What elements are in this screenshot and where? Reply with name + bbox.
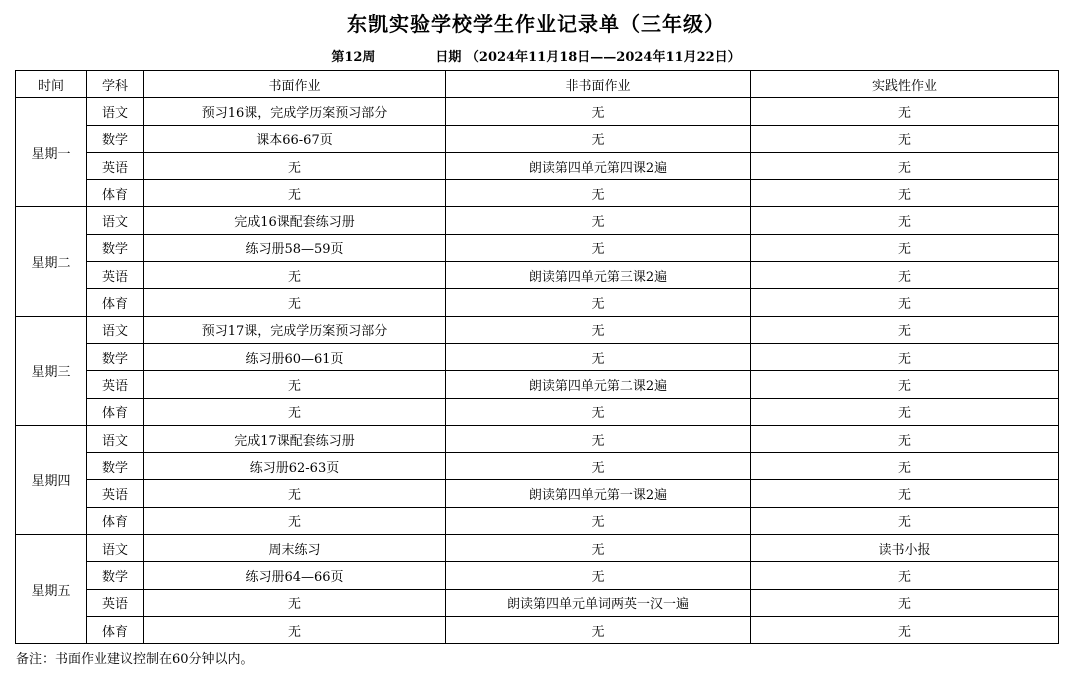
subject-cell: 数学 (87, 125, 144, 152)
practice-cell: 无 (751, 507, 1059, 534)
practice-cell: 无 (751, 125, 1059, 152)
page-title: 东凯实验学校学生作业记录单（三年级） (347, 12, 725, 36)
subject-cell: 数学 (87, 562, 144, 589)
practice-cell: 无 (751, 616, 1059, 643)
header-subject: 学科 (87, 71, 144, 98)
day-cell: 星期二 (16, 207, 87, 316)
written-cell: 无 (144, 180, 446, 207)
table-row (16, 180, 1059, 207)
written-cell: 预习17课，完成学历案预习部分 (144, 316, 446, 343)
written-cell: 无 (144, 262, 446, 289)
subject-cell: 英语 (87, 589, 144, 616)
nonwritten-cell: 朗读第四单元第一课2遍 (446, 480, 751, 507)
practice-cell: 无 (751, 98, 1059, 125)
practice-cell: 无 (751, 371, 1059, 398)
subject-cell: 语文 (87, 316, 144, 343)
subject-cell: 体育 (87, 616, 144, 643)
table-row (16, 398, 1059, 425)
subject-cell: 数学 (87, 234, 144, 261)
table-row (16, 371, 1059, 398)
subject-cell: 语文 (87, 535, 144, 562)
practice-cell: 无 (751, 180, 1059, 207)
subject-cell: 英语 (87, 371, 144, 398)
written-cell: 无 (144, 289, 446, 316)
nonwritten-cell: 无 (446, 180, 751, 207)
nonwritten-cell: 朗读第四单元第四课2遍 (446, 152, 751, 179)
header-written: 书面作业 (144, 71, 446, 98)
practice-cell: 无 (751, 289, 1059, 316)
table-row (16, 562, 1059, 589)
header-practice: 实践性作业 (751, 71, 1059, 98)
header-time: 时间 (16, 71, 87, 98)
table-row (16, 125, 1059, 152)
table-row (16, 316, 1059, 343)
practice-cell: 无 (751, 480, 1059, 507)
nonwritten-cell: 无 (446, 562, 751, 589)
day-cell: 星期五 (16, 535, 87, 644)
table-row (16, 343, 1059, 370)
table-row (16, 152, 1059, 179)
written-cell: 课本66-67页 (144, 125, 446, 152)
practice-cell: 无 (751, 425, 1059, 452)
table-row (16, 207, 1059, 234)
nonwritten-cell: 无 (446, 398, 751, 425)
nonwritten-cell: 无 (446, 535, 751, 562)
nonwritten-cell: 无 (446, 316, 751, 343)
table-row (16, 616, 1059, 643)
nonwritten-cell: 朗读第四单元第二课2遍 (446, 371, 751, 398)
written-cell: 无 (144, 480, 446, 507)
written-cell: 练习册58—59页 (144, 234, 446, 261)
written-cell: 无 (144, 507, 446, 534)
header-nonwritten: 非书面作业 (446, 71, 751, 98)
table-row (16, 480, 1059, 507)
practice-cell: 无 (751, 234, 1059, 261)
subject-cell: 语文 (87, 425, 144, 452)
nonwritten-cell: 无 (446, 125, 751, 152)
day-cell: 星期一 (16, 98, 87, 207)
written-cell: 无 (144, 589, 446, 616)
table-row (16, 262, 1059, 289)
practice-cell: 无 (751, 562, 1059, 589)
written-cell: 无 (144, 371, 446, 398)
table-row (16, 507, 1059, 534)
practice-cell: 无 (751, 152, 1059, 179)
subject-cell: 英语 (87, 152, 144, 179)
subject-cell: 语文 (87, 98, 144, 125)
written-cell: 完成16课配套练习册 (144, 207, 446, 234)
subject-cell: 英语 (87, 262, 144, 289)
written-cell: 无 (144, 152, 446, 179)
table-row (16, 425, 1059, 452)
written-cell: 完成17课配套练习册 (144, 425, 446, 452)
nonwritten-cell: 无 (446, 425, 751, 452)
footnote: 备注：书面作业建议控制在60分钟以内。 (16, 652, 254, 667)
nonwritten-cell: 无 (446, 343, 751, 370)
nonwritten-cell: 无 (446, 507, 751, 534)
written-cell: 练习册60—61页 (144, 343, 446, 370)
subject-cell: 体育 (87, 507, 144, 534)
written-cell: 周末练习 (144, 535, 446, 562)
subject-cell: 数学 (87, 343, 144, 370)
practice-cell: 无 (751, 262, 1059, 289)
practice-cell: 无 (751, 343, 1059, 370)
day-cell: 星期四 (16, 425, 87, 534)
homework-table (15, 70, 1059, 644)
week-label: 第12周 (331, 50, 376, 65)
nonwritten-cell: 无 (446, 234, 751, 261)
nonwritten-cell: 无 (446, 453, 751, 480)
day-cell: 星期三 (16, 316, 87, 425)
date-range: 日期 （2024年11月18日——2024年11月22日） (435, 50, 741, 65)
table-row (16, 234, 1059, 261)
subject-cell: 数学 (87, 453, 144, 480)
practice-cell: 读书小报 (751, 535, 1059, 562)
practice-cell: 无 (751, 589, 1059, 616)
practice-cell: 无 (751, 398, 1059, 425)
written-cell: 预习16课，完成学历案预习部分 (144, 98, 446, 125)
subject-cell: 语文 (87, 207, 144, 234)
nonwritten-cell: 朗读第四单元第三课2遍 (446, 262, 751, 289)
written-cell: 练习册62-63页 (144, 453, 446, 480)
table-row (16, 98, 1059, 125)
subject-cell: 英语 (87, 480, 144, 507)
practice-cell: 无 (751, 316, 1059, 343)
nonwritten-cell: 无 (446, 289, 751, 316)
nonwritten-cell: 无 (446, 616, 751, 643)
table-row (16, 535, 1059, 562)
written-cell: 无 (144, 616, 446, 643)
practice-cell: 无 (751, 453, 1059, 480)
subject-cell: 体育 (87, 398, 144, 425)
practice-cell: 无 (751, 207, 1059, 234)
header-row (16, 71, 1059, 98)
nonwritten-cell: 朗读第四单元单词两英一汉一遍 (446, 589, 751, 616)
written-cell: 练习册64—66页 (144, 562, 446, 589)
subject-cell: 体育 (87, 180, 144, 207)
table-row (16, 589, 1059, 616)
nonwritten-cell: 无 (446, 207, 751, 234)
table-row (16, 289, 1059, 316)
table-row (16, 453, 1059, 480)
subject-cell: 体育 (87, 289, 144, 316)
written-cell: 无 (144, 398, 446, 425)
subtitle (0, 46, 1072, 65)
nonwritten-cell: 无 (446, 98, 751, 125)
